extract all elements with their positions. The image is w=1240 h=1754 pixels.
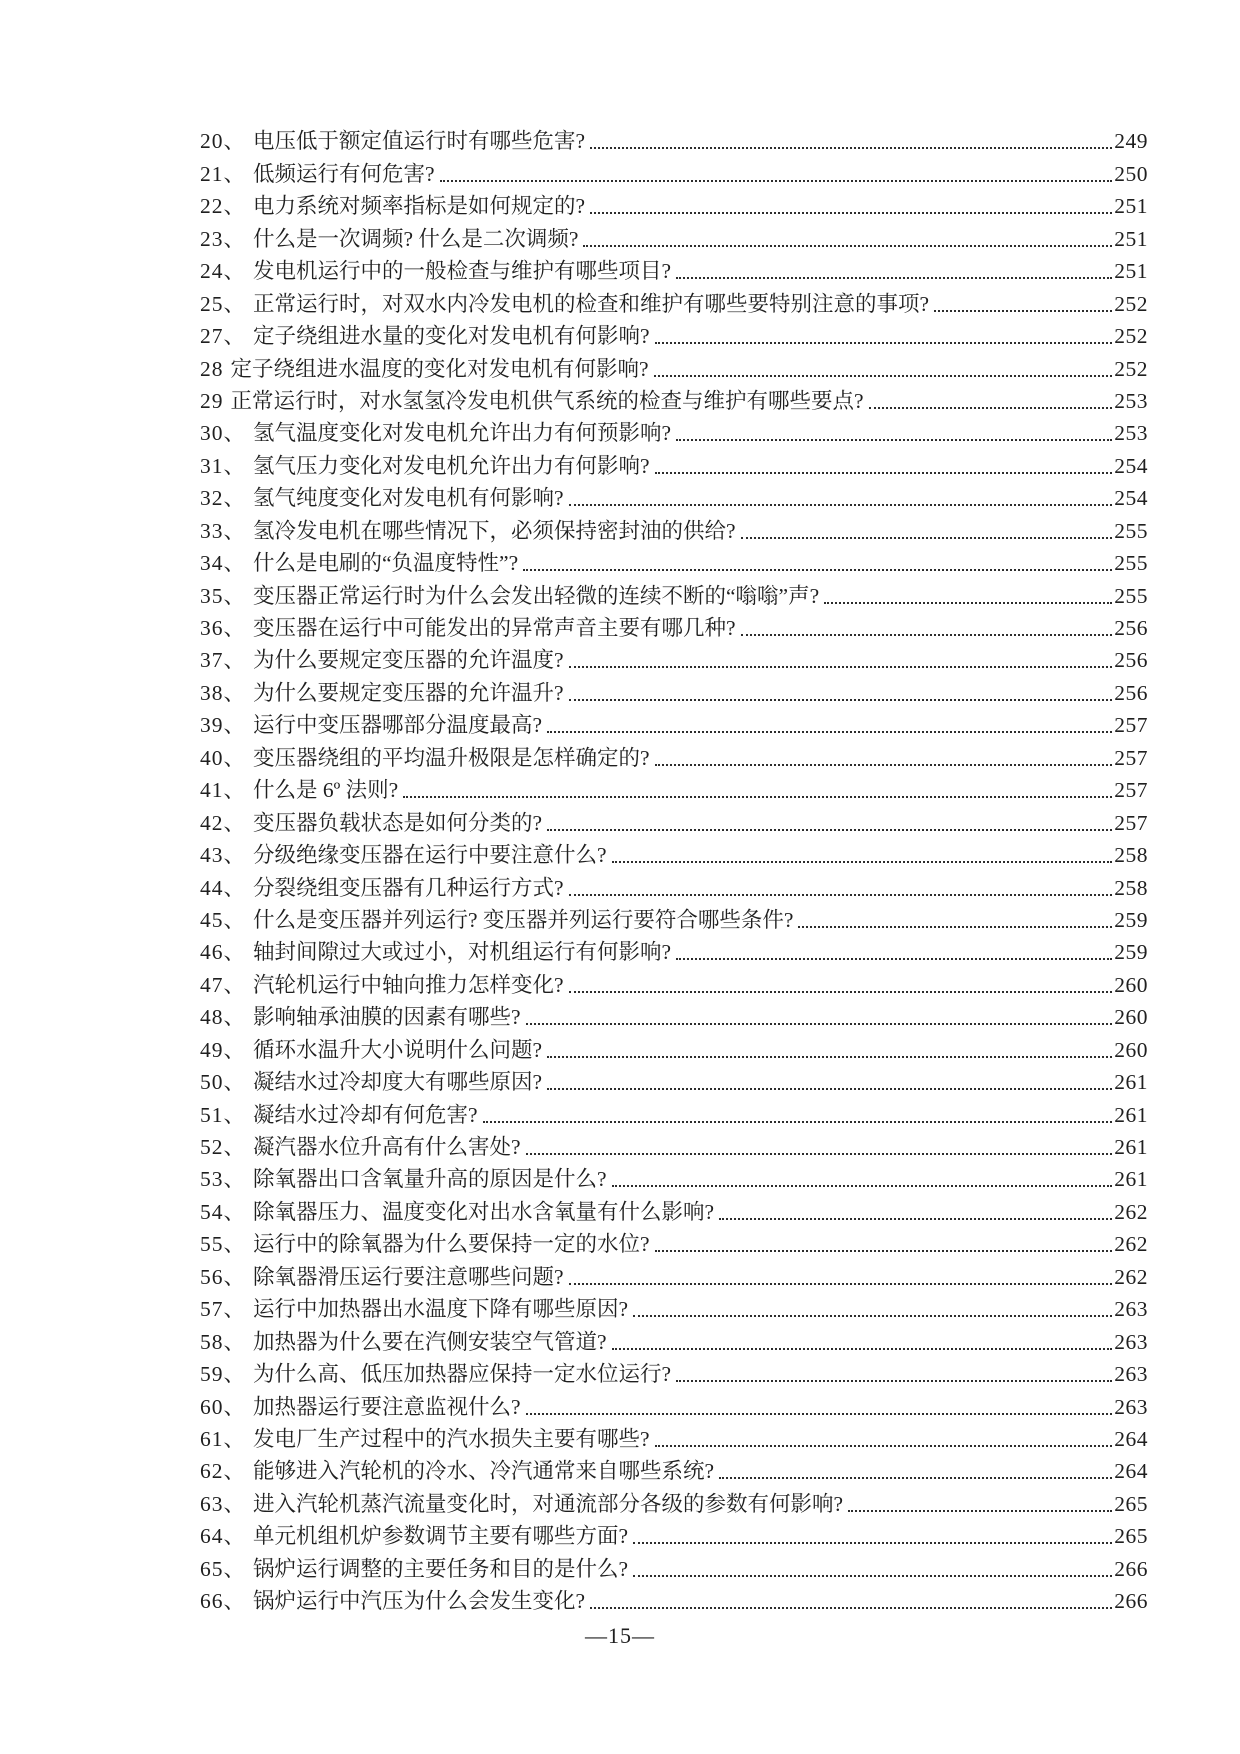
dot-leader <box>569 875 1113 902</box>
entry-number: 58、 <box>200 1329 247 1354</box>
entry-number: 38、 <box>200 680 247 705</box>
entry-number: 59、 <box>200 1362 247 1387</box>
entry-number: 25、 <box>200 291 247 316</box>
entry-page-number: 256 <box>1114 680 1148 705</box>
dot-leader <box>569 680 1113 707</box>
entry-page-number: 260 <box>1114 972 1148 997</box>
entry-title: 变压器负载状态是如何分类的? <box>253 810 543 835</box>
toc-entry <box>200 869 1148 901</box>
entry-title: 锅炉运行中汽压为什么会发生变化? <box>253 1589 586 1614</box>
entry-title: 定子绕组进水量的变化对发电机有何影响? <box>253 324 650 349</box>
entry-number: 31、 <box>200 453 247 478</box>
toc-entry <box>200 934 1148 966</box>
toc-entry <box>200 577 1148 609</box>
entry-number: 53、 <box>200 1167 247 1192</box>
toc-entry <box>200 642 1148 674</box>
toc-entry <box>200 1031 1148 1063</box>
entry-page-number: 255 <box>1114 518 1148 543</box>
entry-title: 变压器正常运行时为什么会发出轻微的连续不断的“嗡嗡”声? <box>253 583 820 608</box>
toc-entry <box>200 188 1148 220</box>
dot-leader <box>403 777 1112 804</box>
entry-number: 64、 <box>200 1524 247 1549</box>
entry-title: 循环水温升大小说明什么问题? <box>253 1037 543 1062</box>
toc-entry <box>200 1258 1148 1290</box>
entry-page-number: 263 <box>1114 1329 1148 1354</box>
dot-leader <box>676 420 1112 447</box>
entry-number: 40、 <box>200 745 247 770</box>
entry-title: 能够进入汽轮机的冷水、冷汽通常来自哪些系统? <box>253 1459 715 1484</box>
toc-entry <box>200 1485 1148 1517</box>
toc-entry <box>200 1291 1148 1323</box>
entry-page-number: 265 <box>1114 1491 1148 1516</box>
entry-number: 48、 <box>200 1005 247 1030</box>
dot-leader <box>547 1069 1112 1096</box>
entry-page-number: 256 <box>1114 616 1148 640</box>
dot-leader <box>719 1199 1112 1226</box>
entry-title: 除氧器滑压运行要注意哪些问题? <box>253 1264 564 1289</box>
dot-leader <box>654 356 1113 383</box>
dot-leader <box>526 1394 1113 1421</box>
entry-number: 47、 <box>200 972 247 997</box>
toc-entry <box>200 999 1148 1031</box>
entry-page-number: 266 <box>1114 1556 1148 1581</box>
dot-leader <box>547 712 1112 739</box>
entry-page-number: 261 <box>1114 1135 1148 1159</box>
entry-page-number: 253 <box>1114 388 1148 413</box>
entry-title: 发电厂生产过程中的汽水损失主要有哪些? <box>253 1426 650 1451</box>
dot-leader <box>655 1231 1113 1258</box>
entry-page-number: 266 <box>1114 1589 1148 1614</box>
toc-entry <box>200 1550 1148 1582</box>
dot-leader <box>569 972 1113 999</box>
dot-leader <box>612 1166 1113 1193</box>
entry-page-number: 259 <box>1114 907 1148 932</box>
toc-entry <box>200 1193 1148 1225</box>
entry-number: 35、 <box>200 583 247 608</box>
entry-page-number: 259 <box>1114 940 1148 965</box>
entry-number: 44、 <box>200 875 247 900</box>
entry-page-number: 260 <box>1114 1005 1148 1030</box>
entry-page-number: 257 <box>1114 810 1148 835</box>
toc-entry <box>200 1129 1148 1161</box>
toc-entry <box>200 1518 1148 1550</box>
entry-page-number: 263 <box>1114 1362 1148 1387</box>
entry-number: 54、 <box>200 1199 247 1224</box>
toc-entry <box>200 966 1148 998</box>
entry-number: 29 <box>200 388 224 413</box>
entry-title: 进入汽轮机蒸汽流量变化时，对通流部分各级的参数有何影响? <box>253 1491 844 1516</box>
entry-number: 65、 <box>200 1556 247 1581</box>
toc-entry <box>200 707 1148 739</box>
entry-title: 轴封间隙过大或过小，对机组运行有何影响? <box>253 940 672 965</box>
dot-leader <box>526 1004 1113 1031</box>
toc-entry <box>200 739 1148 771</box>
entry-number: 33、 <box>200 518 247 543</box>
entry-page-number: 249 <box>1114 129 1148 154</box>
entry-title: 氢气纯度变化对发电机有何影响? <box>253 486 564 511</box>
entry-page-number: 258 <box>1114 875 1148 900</box>
toc-entry <box>200 1421 1148 1453</box>
toc-list <box>200 123 1148 1615</box>
toc-entry <box>200 1453 1148 1485</box>
dot-leader <box>569 1264 1113 1291</box>
entry-title: 电压低于额定值运行时有哪些危害? <box>253 129 586 154</box>
entry-page-number: 264 <box>1114 1426 1148 1451</box>
entry-page-number: 261 <box>1114 1102 1148 1127</box>
entry-number: 21、 <box>200 161 247 186</box>
toc-entry <box>200 837 1148 869</box>
entry-number: 36、 <box>200 616 247 640</box>
dot-leader <box>655 745 1113 772</box>
entry-title: 变压器绕组的平均温升极限是怎样确定的? <box>253 745 650 770</box>
dot-leader <box>547 810 1112 837</box>
dot-leader <box>633 1296 1112 1323</box>
entry-number: 45、 <box>200 907 247 932</box>
toc-entry <box>200 123 1148 155</box>
entry-page-number: 253 <box>1114 421 1148 446</box>
entry-page-number: 262 <box>1114 1264 1148 1289</box>
entry-number: 46、 <box>200 940 247 965</box>
entry-title: 汽轮机运行中轴向推力怎样变化? <box>253 972 564 997</box>
entry-number: 49、 <box>200 1037 247 1062</box>
entry-number: 37、 <box>200 648 247 673</box>
dot-leader <box>569 485 1113 512</box>
entry-page-number: 252 <box>1114 291 1148 316</box>
entry-title: 氢气温度变化对发电机允许出力有何预影响? <box>253 421 672 446</box>
entry-title: 定子绕组进水温度的变化对发电机有何影响? <box>230 356 649 381</box>
entry-title: 除氧器出口含氧量升高的原因是什么? <box>253 1167 607 1192</box>
dot-leader <box>590 193 1112 220</box>
dot-leader <box>633 1523 1112 1550</box>
dot-leader <box>676 1361 1112 1388</box>
toc-entry <box>200 804 1148 836</box>
entry-page-number: 260 <box>1114 1037 1148 1062</box>
toc-entry <box>200 1161 1148 1193</box>
toc-entry <box>200 318 1148 350</box>
dot-leader <box>569 647 1113 674</box>
dot-leader <box>798 907 1112 934</box>
entry-number: 50、 <box>200 1070 247 1095</box>
entry-page-number: 255 <box>1114 583 1148 608</box>
entry-page-number: 263 <box>1114 1394 1148 1419</box>
entry-page-number: 255 <box>1114 551 1148 576</box>
dot-leader <box>719 1458 1112 1485</box>
entry-page-number: 257 <box>1114 713 1148 738</box>
dot-leader <box>612 842 1113 869</box>
entry-number: 24、 <box>200 259 247 284</box>
entry-number: 55、 <box>200 1232 247 1257</box>
toc-entry <box>200 415 1148 447</box>
entry-title: 除氧器压力、温度变化对出水含氧量有什么影响? <box>253 1199 715 1224</box>
entry-number: 30、 <box>200 421 247 446</box>
dot-leader <box>590 1588 1112 1615</box>
toc-entry <box>200 1064 1148 1096</box>
entry-title: 变压器在运行中可能发出的异常声音主要有哪几种? <box>253 616 736 640</box>
entry-number: 60、 <box>200 1394 247 1419</box>
entry-title: 凝汽器水位升高有什么害处? <box>253 1135 521 1159</box>
dot-leader <box>934 291 1112 318</box>
entry-title: 加热器为什么要在汽侧安装空气管道? <box>253 1329 607 1354</box>
entry-number: 42、 <box>200 810 247 835</box>
page-footer <box>0 1623 1240 1649</box>
toc-entry <box>200 285 1148 317</box>
entry-title: 为什么要规定变压器的允许温度? <box>253 648 564 673</box>
dot-leader <box>741 518 1113 545</box>
toc-entry <box>200 1388 1148 1420</box>
entry-page-number: 252 <box>1114 324 1148 349</box>
entry-title: 分级绝缘变压器在运行中要注意什么? <box>253 843 607 868</box>
entry-number: 22、 <box>200 194 247 219</box>
entry-number: 66、 <box>200 1589 247 1614</box>
toc-entry <box>200 1356 1148 1388</box>
entry-title: 为什么高、低压加热器应保持一定水位运行? <box>253 1362 672 1387</box>
dot-leader <box>547 1037 1112 1064</box>
toc-entry <box>200 772 1148 804</box>
dot-leader <box>655 453 1113 480</box>
entry-title: 单元机组机炉参数调节主要有哪些方面? <box>253 1524 629 1549</box>
entry-title: 锅炉运行调整的主要任务和目的是什么? <box>253 1556 629 1581</box>
entry-title: 运行中的除氧器为什么要保持一定的水位? <box>253 1232 650 1257</box>
toc-entry <box>200 253 1148 285</box>
toc-entry <box>200 350 1148 382</box>
toc-entry <box>200 220 1148 252</box>
entry-title: 分裂绕组变压器有几种运行方式? <box>253 875 564 900</box>
entry-page-number: 261 <box>1114 1167 1148 1192</box>
entry-number: 57、 <box>200 1297 247 1322</box>
dot-leader <box>655 323 1113 350</box>
dot-leader <box>824 583 1112 610</box>
entry-number: 28 <box>200 356 224 381</box>
entry-title: 电力系统对频率指标是如何规定的? <box>253 194 586 219</box>
entry-number: 23、 <box>200 226 247 251</box>
entry-page-number: 261 <box>1114 1070 1148 1095</box>
toc-entry <box>200 447 1148 479</box>
entry-title: 什么是电刷的“负温度特性”? <box>253 551 519 576</box>
entry-page-number: 251 <box>1114 259 1148 284</box>
entry-title: 凝结水过冷却度大有哪些原因? <box>253 1070 543 1095</box>
entry-title: 运行中加热器出水温度下降有哪些原因? <box>253 1297 629 1322</box>
entry-page-number: 251 <box>1114 226 1148 251</box>
entry-page-number: 256 <box>1114 648 1148 673</box>
entry-title: 低频运行有何危害? <box>253 161 435 186</box>
entry-page-number: 257 <box>1114 778 1148 803</box>
dot-leader <box>583 226 1112 253</box>
dot-leader <box>676 939 1112 966</box>
entry-page-number: 265 <box>1114 1524 1148 1549</box>
dot-leader <box>848 1491 1112 1518</box>
entry-title: 什么是 6º 法则? <box>253 778 399 803</box>
entry-page-number: 252 <box>1114 356 1148 381</box>
dot-leader <box>655 1426 1113 1453</box>
toc-entry <box>200 383 1148 415</box>
toc-entry <box>200 1323 1148 1355</box>
entry-title: 氢冷发电机在哪些情况下，必须保持密封油的供给? <box>253 518 736 543</box>
entry-number: 62、 <box>200 1459 247 1484</box>
entry-title: 运行中变压器哪部分温度最高? <box>253 713 543 738</box>
dot-leader <box>590 128 1112 155</box>
toc-entry <box>200 1096 1148 1128</box>
entry-page-number: 262 <box>1114 1232 1148 1257</box>
entry-number: 41、 <box>200 778 247 803</box>
toc-entry <box>200 610 1148 642</box>
entry-title: 影响轴承油膜的因素有哪些? <box>253 1005 521 1030</box>
toc-entry <box>200 902 1148 934</box>
entry-page-number: 263 <box>1114 1297 1148 1322</box>
toc-entry <box>200 512 1148 544</box>
entry-page-number: 254 <box>1114 486 1148 511</box>
dot-leader <box>869 388 1113 415</box>
toc-entry <box>200 545 1148 577</box>
toc-entry <box>200 1583 1148 1615</box>
entry-number: 20、 <box>200 129 247 154</box>
entry-title: 氢气压力变化对发电机允许出力有何影响? <box>253 453 650 478</box>
entry-title: 什么是一次调频? 什么是二次调频? <box>253 226 579 251</box>
entry-title: 发电机运行中的一般检查与维护有哪些项目? <box>253 259 672 284</box>
entry-number: 56、 <box>200 1264 247 1289</box>
toc-entry <box>200 480 1148 512</box>
dot-leader <box>483 1102 1113 1129</box>
dot-leader <box>612 1329 1113 1356</box>
toc-entry <box>200 1226 1148 1258</box>
entry-page-number: 250 <box>1114 161 1148 186</box>
entry-page-number: 251 <box>1114 194 1148 219</box>
entry-title: 什么是变压器并列运行? 变压器并列运行要符合哪些条件? <box>253 907 794 932</box>
entry-number: 63、 <box>200 1491 247 1516</box>
toc-entry <box>200 155 1148 187</box>
entry-number: 34、 <box>200 551 247 576</box>
entry-title: 加热器运行要注意监视什么? <box>253 1394 521 1419</box>
entry-title: 正常运行时，对水氢氢冷发电机供气系统的检查与维护有哪些要点? <box>230 388 864 413</box>
entry-page-number: 262 <box>1114 1199 1148 1224</box>
dot-leader <box>523 550 1112 577</box>
entry-number: 39、 <box>200 713 247 738</box>
entry-number: 43、 <box>200 843 247 868</box>
entry-number: 61、 <box>200 1426 247 1451</box>
entry-number: 52、 <box>200 1135 247 1159</box>
footer-page-label: —15— <box>585 1623 655 1648</box>
entry-title: 凝结水过冷却有何危害? <box>253 1102 478 1127</box>
dot-leader <box>440 161 1113 188</box>
entry-page-number: 257 <box>1114 745 1148 770</box>
dot-leader <box>741 615 1113 642</box>
entry-number: 32、 <box>200 486 247 511</box>
entry-title: 为什么要规定变压器的允许温升? <box>253 680 564 705</box>
entry-number: 27、 <box>200 324 247 349</box>
entry-page-number: 258 <box>1114 843 1148 868</box>
entry-page-number: 264 <box>1114 1459 1148 1484</box>
dot-leader <box>676 258 1112 285</box>
entry-page-number: 254 <box>1114 453 1148 478</box>
dot-leader <box>526 1134 1113 1161</box>
dot-leader <box>633 1556 1112 1583</box>
toc-entry <box>200 674 1148 706</box>
entry-title: 正常运行时，对双水内冷发电机的检查和维护有哪些要特别注意的事项? <box>253 291 930 316</box>
entry-number: 51、 <box>200 1102 247 1127</box>
